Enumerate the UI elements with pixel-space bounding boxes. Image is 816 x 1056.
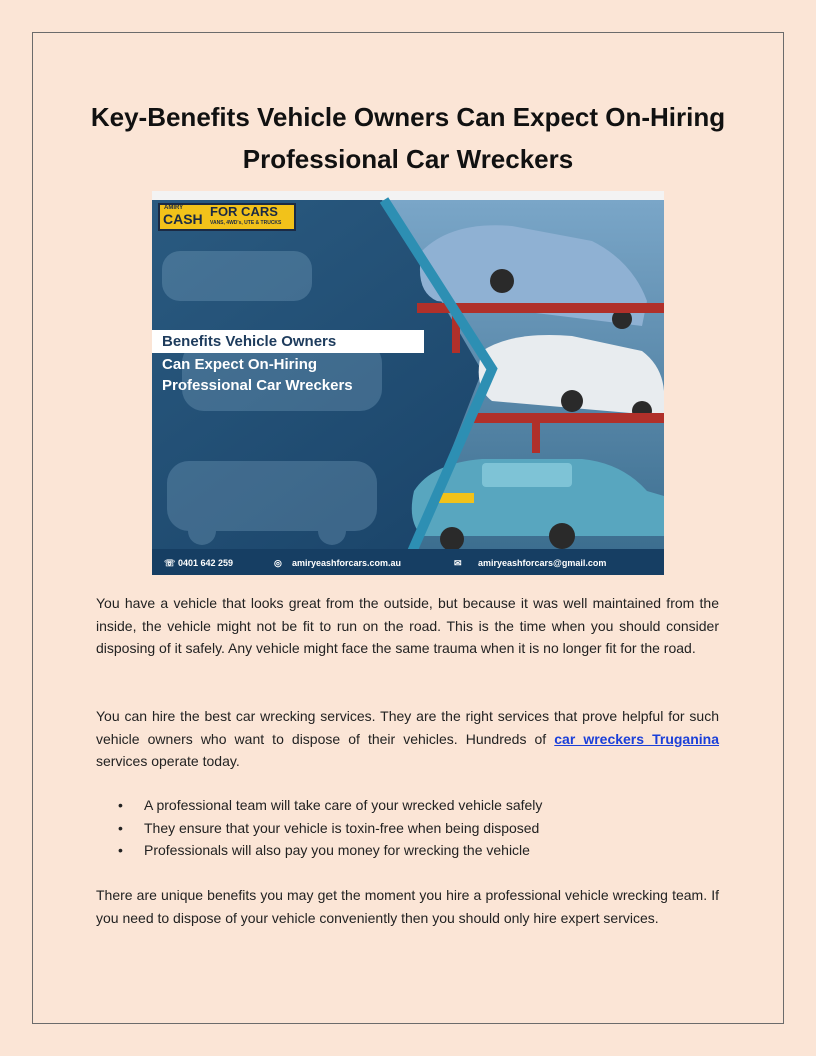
paragraph-3: There are unique benefits you may get the moment you hire a professional vehicle wrecking team. If you need to dispose of your vehicle conveniently then you should only hire expert services. — [96, 887, 719, 926]
list-item-text: A professional team will take care of your wrecked vehicle safely — [144, 797, 543, 813]
bullet-icon: • — [118, 819, 123, 836]
list-item — [96, 839, 719, 862]
bullet-icon: • — [118, 842, 123, 859]
paragraph-2-text-a: You can hire the best car wrecking services. They are the right services that prove helpful for such vehicle owners who want to dispose of their vehicles. Hundreds of — [96, 708, 719, 747]
benefits-list — [96, 794, 719, 862]
brand-logo — [158, 203, 296, 231]
banner-headline-2: Can Expect On-Hiring — [162, 356, 318, 373]
title-line-2: Professional Car Wreckers — [242, 144, 574, 174]
page-title — [60, 96, 756, 180]
banner-website: amiryeashforcars.com.au — [292, 558, 402, 568]
phone-icon: ☏ — [164, 558, 176, 568]
paragraph-2-text-b: services operate today. — [96, 753, 240, 770]
banner-contacts — [152, 554, 664, 572]
car-wreckers-truganina-link[interactable]: car wreckers Truganina — [554, 730, 719, 747]
paragraph-1: You have a vehicle that looks great from the outside, but because it was well maintained from the inside, the vehicle might not be fit to run on the road. This is the time when you should consider disposing of it safely. Any vehicle might face the same trauma when it is no longer fit for the road. — [96, 595, 719, 657]
globe-icon: ◎ — [274, 558, 282, 568]
banner-image — [152, 191, 664, 575]
logo-amiry: AMIRY — [164, 205, 184, 211]
list-item — [96, 817, 719, 840]
list-item-text: They ensure that your vehicle is toxin-free when being disposed — [144, 819, 540, 836]
bullet-icon: • — [118, 797, 123, 813]
banner-headline-3: Professional Car Wreckers — [162, 377, 353, 394]
title-line-1: Key-Benefits Vehicle Owners Can Expect On-Hiring — [90, 102, 726, 132]
logo-for-cars: FOR CARS — [210, 204, 278, 219]
banner-email: amiryeashforcars@gmail.com — [478, 558, 607, 568]
mail-icon: ✉ — [454, 558, 462, 568]
logo-tagline: VANS, 4WD's, UTE & TRUCKS — [210, 220, 282, 226]
banner-headline-1: Benefits Vehicle Owners — [152, 330, 424, 353]
logo-cash: CASH — [163, 211, 203, 227]
paragraph-2 — [96, 705, 719, 773]
list-item-text: Professionals will also pay you money for wrecking the vehicle — [144, 842, 530, 859]
banner-phone: 0401 642 259 — [178, 558, 234, 568]
list-item — [96, 794, 719, 817]
